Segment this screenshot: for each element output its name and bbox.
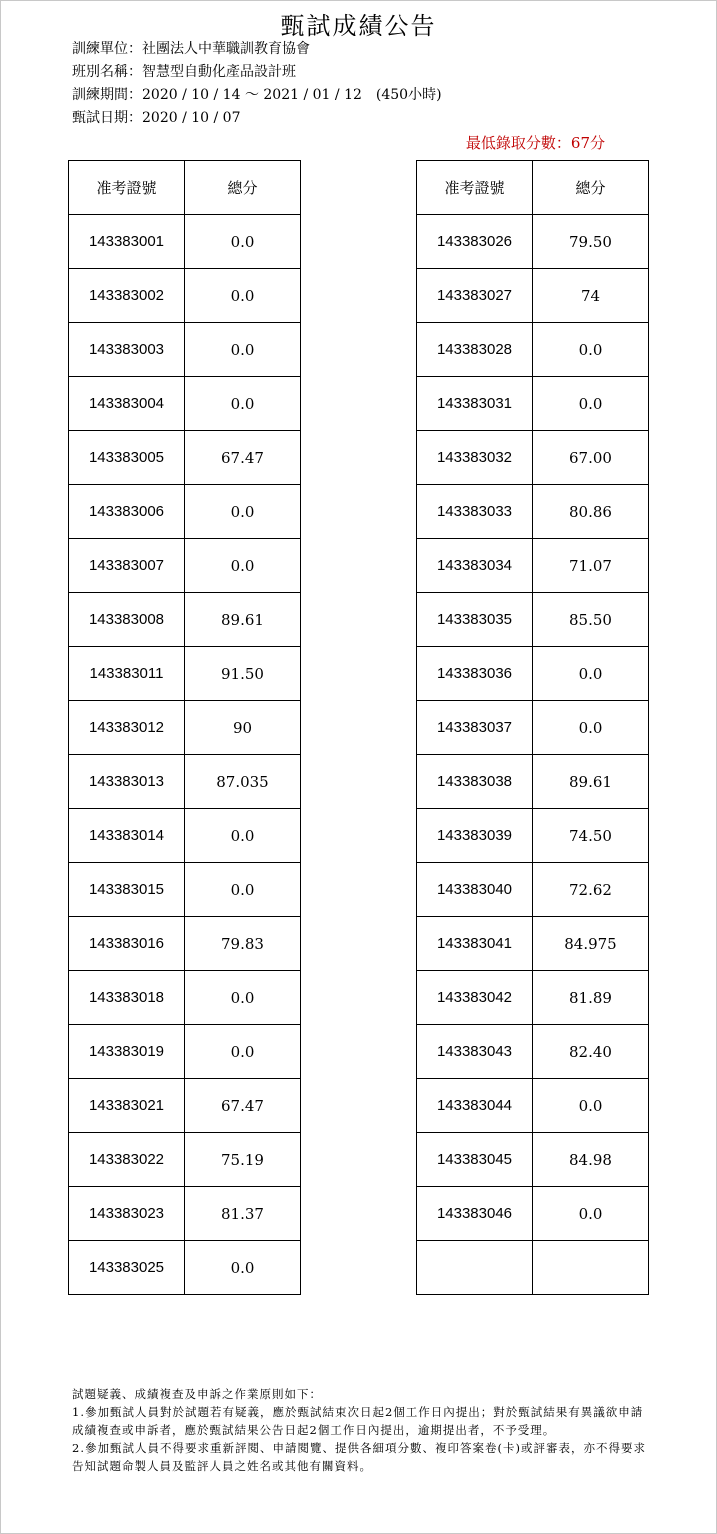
total-score-cell: 84.975 [532,917,648,971]
header-total-score: 總分 [532,161,648,215]
notes-item-1: 1.參加甄試人員對於試題若有疑義，應於甄試結束次日起2個工作日內提出；對於甄試結果有異議欲申請成績複查或申訴者，應於甄試結果公告日起2個工作日內提出，逾期提出者，不予受理。 [72,1405,644,1437]
table-row [417,809,649,863]
table-row [69,917,301,971]
table-row [69,809,301,863]
exam-id-cell: 143383046 [417,1187,533,1241]
table-row [417,1025,649,1079]
exam-id-cell: 143383003 [69,323,185,377]
table-row [417,1241,649,1295]
table-row [69,431,301,485]
table-row [417,1133,649,1187]
total-score-cell: 89.61 [184,593,300,647]
score-table-right [416,160,649,1295]
exam-id-cell: 143383013 [69,755,185,809]
class-name: 班別名稱：智慧型自動化產品設計班 [72,64,296,80]
table-row [417,539,649,593]
total-score-cell: 84.98 [532,1133,648,1187]
exam-id-cell: 143383014 [69,809,185,863]
exam-id-cell: 143383039 [417,809,533,863]
total-score-cell: 0.0 [184,863,300,917]
total-score-cell: 67.00 [532,431,648,485]
header-exam-id: 准考證號 [417,161,533,215]
minimum-score: 最低錄取分數：67分 [465,134,605,152]
exam-id-cell: 143383015 [69,863,185,917]
exam-id-cell: 143383004 [69,377,185,431]
table-row [417,647,649,701]
page-title: 甄試成績公告 [280,12,437,40]
total-score-cell: 79.50 [532,215,648,269]
exam-id-cell: 143383018 [69,971,185,1025]
exam-id-cell: 143383019 [69,1025,185,1079]
total-score-cell: 0.0 [184,485,300,539]
total-score-cell: 82.40 [532,1025,648,1079]
exam-id-cell: 143383002 [69,269,185,323]
header-total-score: 總分 [184,161,300,215]
exam-id-cell: 143383031 [417,377,533,431]
table-header-row [69,161,301,215]
table-row [69,701,301,755]
exam-id-cell: 143383040 [417,863,533,917]
table-row [69,971,301,1025]
table-row [69,323,301,377]
exam-id-cell: 143383026 [417,215,533,269]
exam-id-cell: 143383034 [417,539,533,593]
exam-id-cell: 143383042 [417,971,533,1025]
table-row [69,1079,301,1133]
table-row [417,269,649,323]
table-row [417,971,649,1025]
table-row [417,701,649,755]
total-score-cell: 0.0 [532,377,648,431]
table-row [69,1133,301,1187]
exam-id-cell: 143383028 [417,323,533,377]
total-score-cell [532,1241,648,1295]
total-score-cell: 0.0 [532,323,648,377]
exam-id-cell: 143383044 [417,1079,533,1133]
exam-id-cell: 143383001 [69,215,185,269]
exam-id-cell: 143383008 [69,593,185,647]
total-score-cell: 81.37 [184,1187,300,1241]
exam-id-cell: 143383038 [417,755,533,809]
total-score-cell: 81.89 [532,971,648,1025]
table-row [417,863,649,917]
total-score-cell: 89.61 [532,755,648,809]
exam-id-cell: 143383035 [417,593,533,647]
exam-id-cell [417,1241,533,1295]
exam-id-cell: 143383011 [69,647,185,701]
table-row [69,1187,301,1241]
table-row [417,431,649,485]
table-row [417,215,649,269]
total-score-cell: 0.0 [184,215,300,269]
header-exam-id: 准考證號 [69,161,185,215]
exam-id-cell: 143383007 [69,539,185,593]
total-score-cell: 0.0 [184,971,300,1025]
total-score-cell: 74.50 [532,809,648,863]
table-row [417,323,649,377]
exam-id-cell: 143383021 [69,1079,185,1133]
score-table-left [68,160,301,1295]
table-row [69,539,301,593]
exam-date: 甄試日期：2020 / 10 / 07 [72,110,241,126]
training-period: 訓練期間：2020 / 10 / 14 ～ 2021 / 01 / 12 (450小時) [72,87,442,103]
exam-id-cell: 143383016 [69,917,185,971]
total-score-cell: 91.50 [184,647,300,701]
exam-id-cell: 143383012 [69,701,185,755]
total-score-cell: 87.035 [184,755,300,809]
total-score-cell: 0.0 [532,1079,648,1133]
total-score-cell: 72.62 [532,863,648,917]
table-row [417,593,649,647]
total-score-cell: 79.83 [184,917,300,971]
exam-id-cell: 143383036 [417,647,533,701]
total-score-cell: 0.0 [184,1025,300,1079]
table-row [417,755,649,809]
exam-id-cell: 143383043 [417,1025,533,1079]
total-score-cell: 0.0 [532,1187,648,1241]
total-score-cell: 0.0 [532,647,648,701]
notes-heading: 試題疑義、成績複查及申訴之作業原則如下： [72,1387,322,1401]
table-row [69,863,301,917]
total-score-cell: 80.86 [532,485,648,539]
table-row [417,917,649,971]
exam-id-cell: 143383045 [417,1133,533,1187]
total-score-cell: 0.0 [532,701,648,755]
exam-id-cell: 143383032 [417,431,533,485]
table-row [69,755,301,809]
table-row [69,1025,301,1079]
total-score-cell: 85.50 [532,593,648,647]
exam-id-cell: 143383022 [69,1133,185,1187]
table-row [417,1187,649,1241]
total-score-cell: 90 [184,701,300,755]
exam-id-cell: 143383027 [417,269,533,323]
training-unit: 訓練單位：社團法人中華職訓教育協會 [72,41,310,57]
table-row [69,485,301,539]
total-score-cell: 0.0 [184,809,300,863]
info-block [72,38,442,130]
table-row [69,1241,301,1295]
table-row [417,485,649,539]
notes-section [72,1385,652,1475]
exam-id-cell: 143383037 [417,701,533,755]
exam-id-cell: 143383025 [69,1241,185,1295]
total-score-cell: 0.0 [184,377,300,431]
table-row [417,1079,649,1133]
table-header-row [417,161,649,215]
exam-id-cell: 143383033 [417,485,533,539]
table-row [69,647,301,701]
total-score-cell: 67.47 [184,431,300,485]
table-row [69,377,301,431]
total-score-cell: 0.0 [184,323,300,377]
total-score-cell: 0.0 [184,539,300,593]
exam-id-cell: 143383023 [69,1187,185,1241]
total-score-cell: 71.07 [532,539,648,593]
notes-item-2: 2.參加甄試人員不得要求重新評閱、申請閱覽、提供各細項分數、複印答案卷(卡)或評審表，亦不得要求告知試題命製人員及監評人員之姓名或其他有關資料。 [72,1441,646,1473]
total-score-cell: 75.19 [184,1133,300,1187]
table-row [417,377,649,431]
total-score-cell: 67.47 [184,1079,300,1133]
exam-id-cell: 143383005 [69,431,185,485]
total-score-cell: 0.0 [184,1241,300,1295]
exam-id-cell: 143383006 [69,485,185,539]
table-row [69,593,301,647]
table-row [69,215,301,269]
table-row [69,269,301,323]
total-score-cell: 0.0 [184,269,300,323]
total-score-cell: 74 [532,269,648,323]
exam-id-cell: 143383041 [417,917,533,971]
